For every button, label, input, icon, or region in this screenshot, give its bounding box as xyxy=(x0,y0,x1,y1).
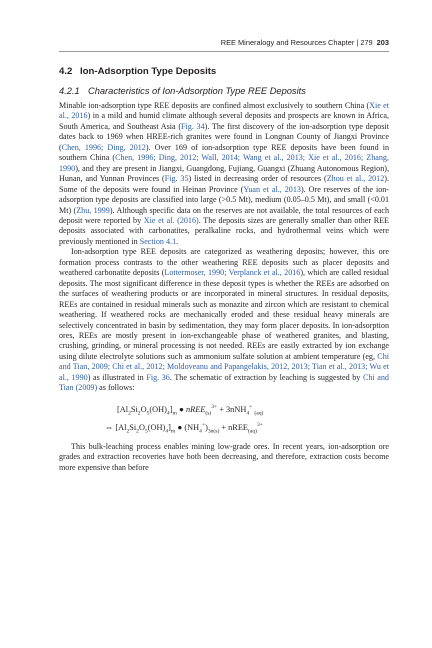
text-run: ). Ore reserves of the ion-adsorption type deposits are classified into large (>0.5 Mt), medium (0.05–0.5 Mt), and small (<0.01 Mt) ( xyxy=(59,184,389,215)
citation-link[interactable]: Fig. 36 xyxy=(146,372,170,382)
text-run: . The schematic of extraction by leaching is suggested by xyxy=(169,372,363,382)
citation-link[interactable]: Yuan et al., 2013 xyxy=(243,184,301,194)
text-run: ). The first discovery of the ion-adsorption type deposit dates back to 1969 when HREE-rich granites were found in Longnan County of Jiangxi Province ( xyxy=(59,121,389,152)
text-run: ) as illustrated in xyxy=(87,372,147,382)
text-run: ). Over 169 of ion-adsorption type REE deposits have been found in southern China ( xyxy=(59,142,390,163)
citation-link[interactable]: Chi and Tian, 2009; Chi et al., 2012; Moldoveanu and Papangelakis, 2012, 2013; Tian et al., 2013; Wu et al., 1990 xyxy=(59,351,389,382)
equation-line-1: $[Al_2Si_2O_5(OH)_4]_m$ ● nREE$_{(s)}^{3+}$ + 3nNH$_4$+ $_{(aq)}$ xyxy=(117,403,264,417)
text-run: as follows: xyxy=(97,383,135,393)
text-run: ) listed in decreasing order of resources ( xyxy=(188,174,327,184)
text-run: ). Although specific data on the reserves are not available, the total resources of each deposit were reported by xyxy=(59,205,389,225)
paragraph-1 xyxy=(59,101,389,247)
equation-line-2: ⇔ $[Al_2Si_2O_5(OH)_4]_m$ ● $(NH_4^+)_{3n(s)}$ + nREE$_{(aq)}^{3+}$ xyxy=(105,421,263,435)
citation-link[interactable]: Section 4.1 xyxy=(139,236,177,246)
text-run: Ion-adsorption type REE deposits are categorized as weathering deposits; however, this ore formation process contrasts to the other weathering REE deposits such as placer deposits and weathered carbonatite deposits ( xyxy=(59,247,389,278)
text-run: . The deposits sizes are generally smaller than other REE deposits associated with carbonatites, peralkaline rocks, and hydrothermal veins which were previously mentioned in xyxy=(59,215,389,246)
page-number: 203 xyxy=(376,38,389,47)
running-head xyxy=(221,38,389,47)
subsection-number: 4.2.1 xyxy=(59,86,80,96)
citation-link[interactable]: Zhu, 1999 xyxy=(76,205,110,215)
paragraph-2 xyxy=(59,247,389,393)
citation-link[interactable]: Xie et al. (2016) xyxy=(143,215,199,225)
text-run: . xyxy=(176,236,179,246)
text-run: ) in a mild and humid climate although several deposits and prospects are known in Africa, South America, and Southeast Asia ( xyxy=(59,111,389,131)
text-run: ), which are called residual deposits. The most significant difference in these deposit types is whether the REEs are adsorbed on the surfaces of weathering products or are incorporated in mineral structures. In residual deposits, REEs are contained in residual minerals such as monazite and zircon which are resistant to chemical weathering. If weathered rocks are mechanically eroded and these residual heavy minerals are selectively concentrated in basin by sedimentation, they may form placer deposits. In ion-adsorption ores, REEs are mostly present in ion-exchangeable phase of weathered granites, and blasting, crushing, grinding, or mineral processing is not needed. REEs are easily extracted by ion exchange using dilute electrolyte solutions such as ammonium sulfate solution at ambient temperature (eg, xyxy=(59,268,390,361)
section-heading xyxy=(59,66,216,77)
citation-link[interactable]: Chen, 1996; Ding, 2012; Wall, 2014; Wang et al., 2013; Xie et al., 2016; Zhang, 1990 xyxy=(59,153,389,173)
subsection-title: Characteristics of Ion-Adsorption Type REE Deposits xyxy=(88,86,306,96)
body-text xyxy=(59,101,389,473)
citation-link[interactable]: Fig. 34 xyxy=(181,121,205,131)
citation-link[interactable]: Xie et al., 2016 xyxy=(59,101,389,121)
citation-link[interactable]: Chen, 1996; Ding, 2012 xyxy=(61,142,146,152)
citation-link[interactable]: Zhou et al., 2012 xyxy=(326,174,385,184)
text-run: ). Some of the deposits were found in Heinan Province ( xyxy=(59,174,389,194)
citation-link[interactable]: Lottermoser, 1990; Verplanck et al., 2016 xyxy=(164,268,301,278)
running-title: REE Mineralogy and Resources Chapter | 279 xyxy=(220,38,373,47)
section-title: Ion-Adsorption Type Deposits xyxy=(80,66,217,77)
header-rule xyxy=(59,51,389,52)
section-number: 4.2 xyxy=(59,66,73,77)
text-run: Minable ion-adsorption type REE deposits are confined almost exclusively to southern China ( xyxy=(59,101,370,110)
paragraph-3: This bulk-leaching process enables mining low-grade ores. In recent years, ion-adsorption ore grades and extraction recoveries have both been decreasing, and therefore, extraction costs become more expensive than before xyxy=(59,441,389,472)
leaching-equation xyxy=(59,400,389,436)
citation-link[interactable]: Chi and Tian (2009) xyxy=(59,372,389,393)
citation-link[interactable]: Fig. 35 xyxy=(164,174,189,184)
subsection-heading xyxy=(59,86,306,96)
text-run: ), and they are present in Jiangxi, Guangdong, Fujiang, Guangxi (Zhuang Autonomous Region), Hunan, and Yunnan Provinces ( xyxy=(59,163,389,184)
